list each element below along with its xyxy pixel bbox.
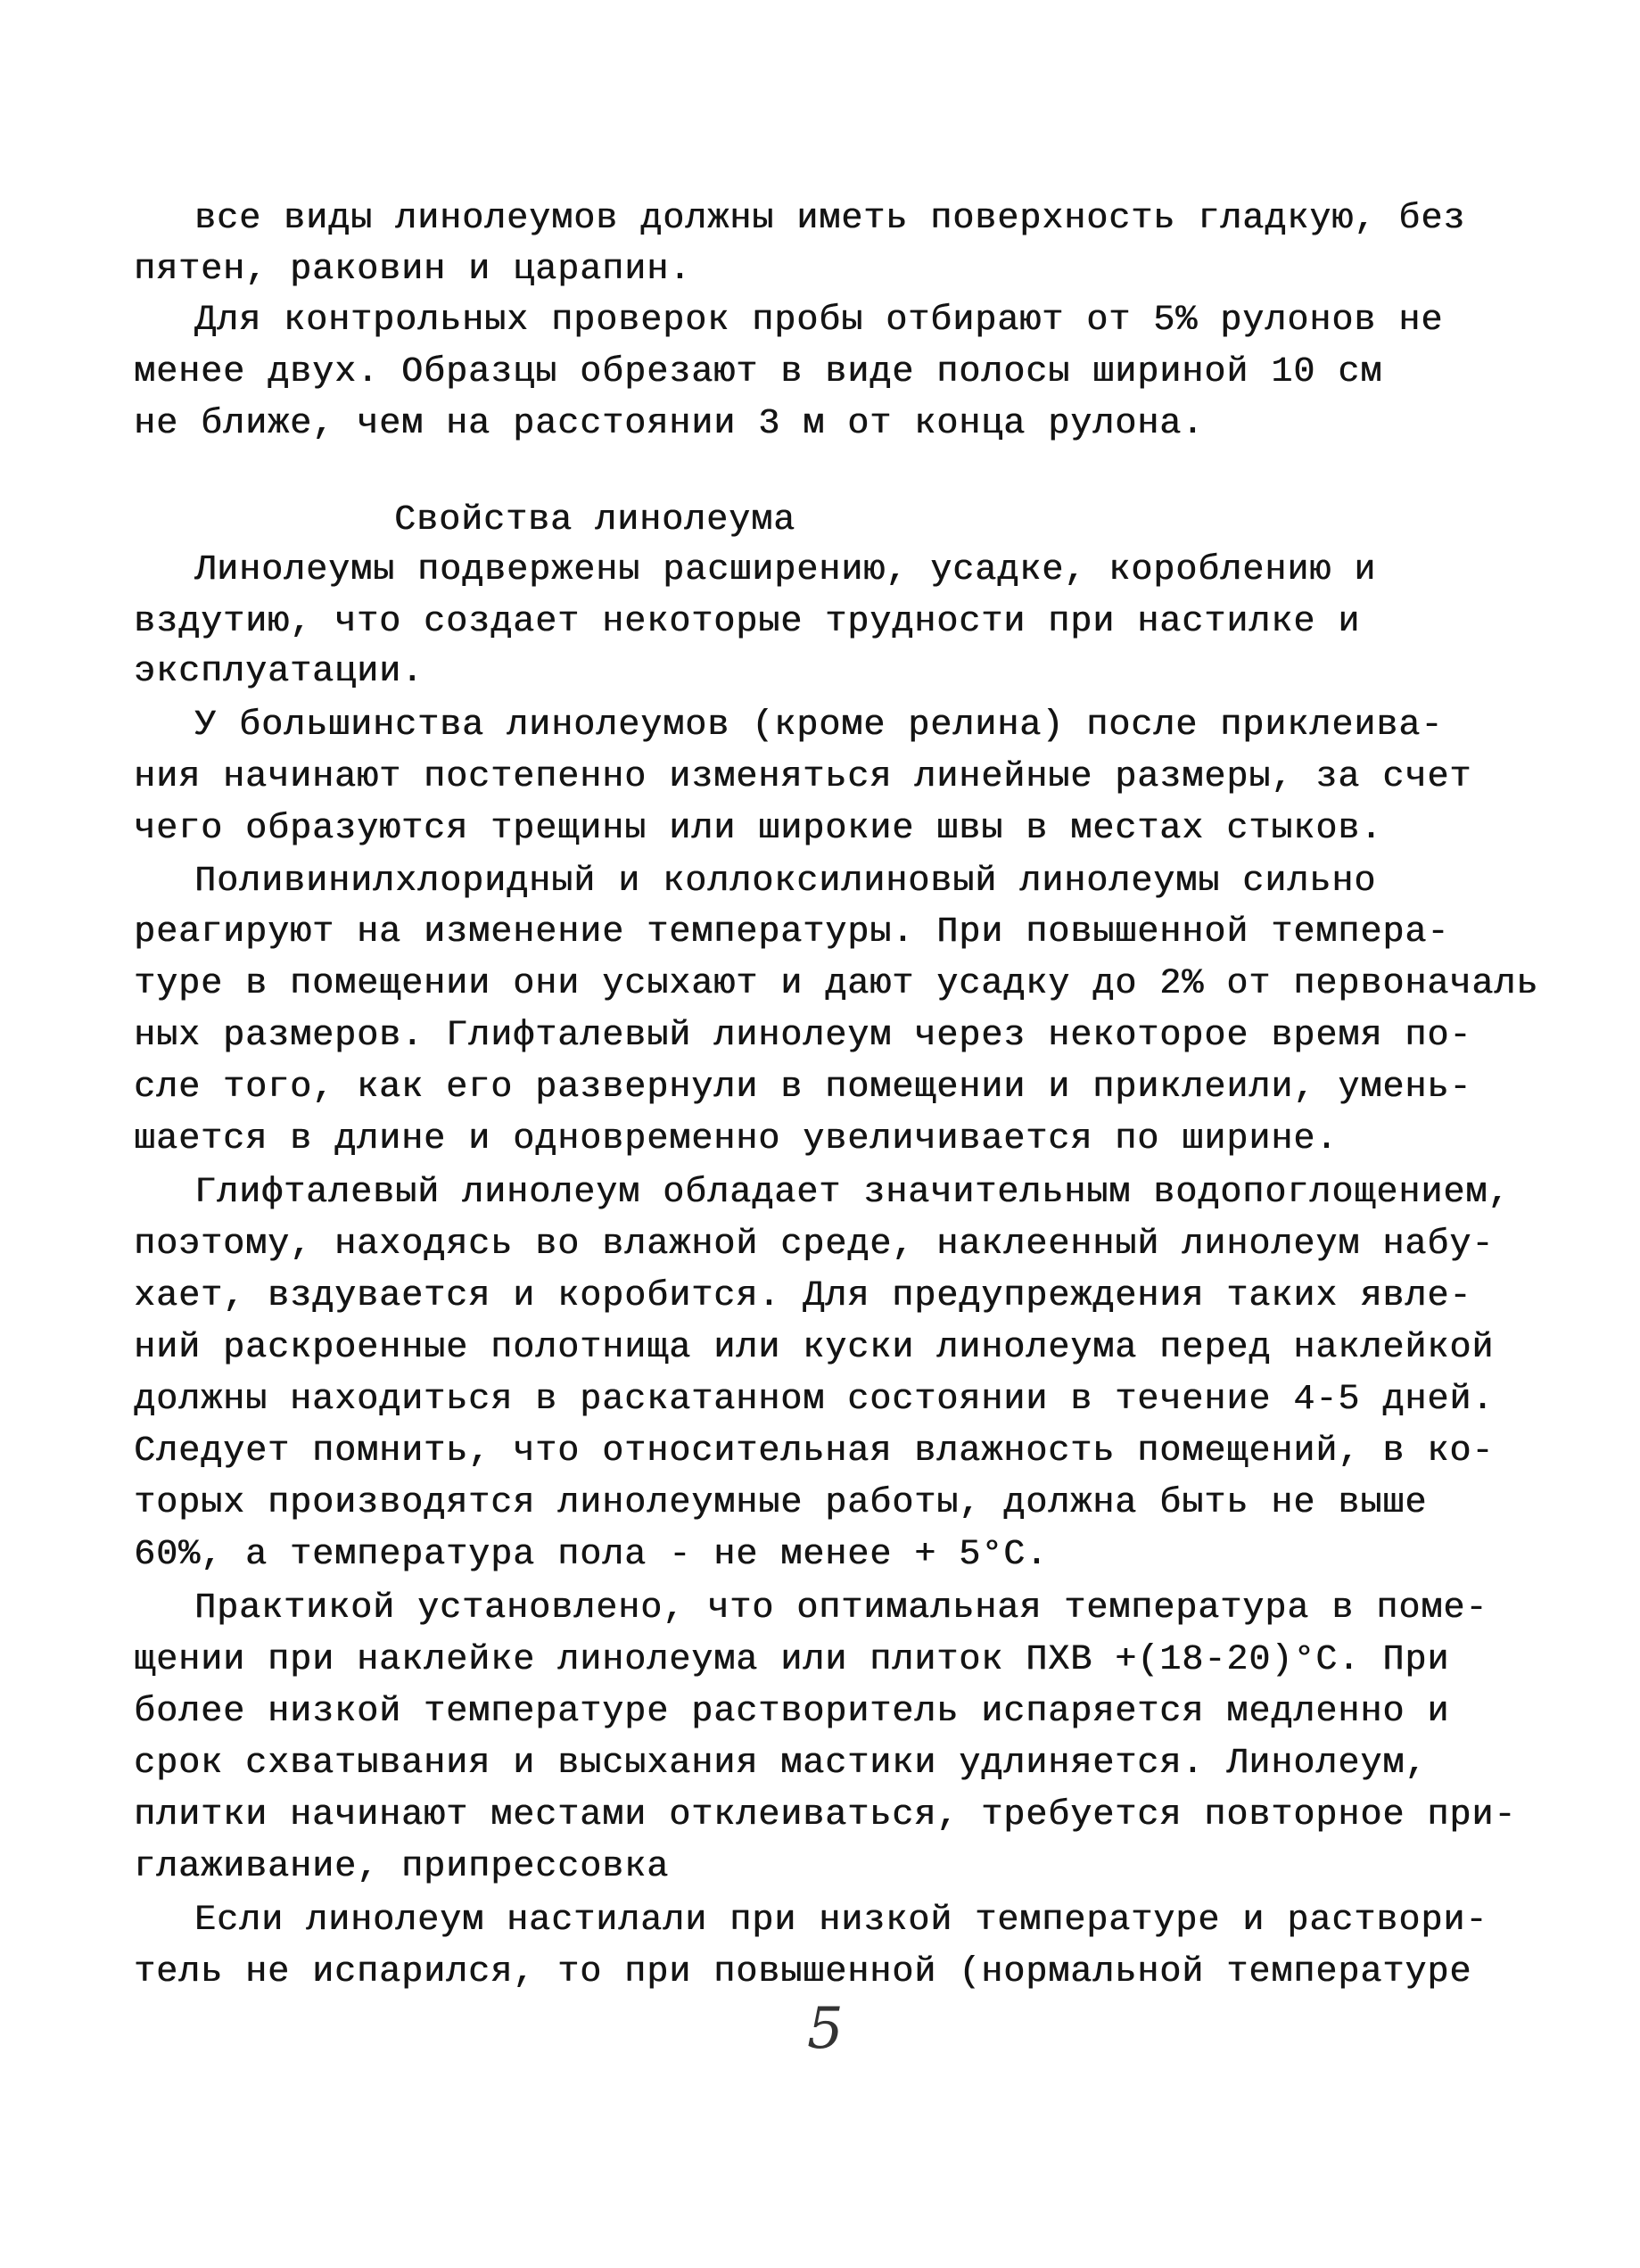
text-line: Линолеумы подвержены расширению, усадке, короблению и xyxy=(194,550,1377,590)
text-line: ний раскроенные полотнища или куски линолеума перед наклейкой xyxy=(134,1328,1495,1368)
text-line: реагируют на изменение температуры. При повышенной темпера- xyxy=(134,912,1450,953)
text-line: сле того, как его развернули в помещении и приклеили, умень- xyxy=(134,1068,1472,1108)
text-line: пятен, раковин и царапин. xyxy=(134,250,692,290)
text-line: щении при наклейке линолеума или плиток ПХВ +(18-20)°С. При xyxy=(134,1640,1450,1680)
text-line: ных размеров. Глифталевый линолеум через некоторое время по- xyxy=(134,1016,1472,1056)
text-line: Поливинилхлоридный и коллоксилиновый линолеумы сильно xyxy=(194,862,1377,902)
text-line: Следует помнить, что относительная влажность помещений, в ко- xyxy=(134,1431,1495,1472)
text-line: туре в помещении они усыхают и дают усадку до 2% от первоначаль xyxy=(134,964,1539,1004)
text-line: поэтому, находясь во влажной среде, наклеенный линолеум набу- xyxy=(134,1225,1495,1265)
text-line: более низкой температуре растворитель испаряется медленно и xyxy=(134,1692,1450,1732)
text-line: менее двух. Образцы обрезают в виде полосы шириной 10 см xyxy=(134,352,1383,392)
text-line: чего образуются трещины или широкие швы в местах стыков. xyxy=(134,809,1383,849)
text-line: вздутию, что создает некоторые трудности при настилке и xyxy=(134,602,1361,642)
text-line: шается в длине и одновременно увеличивается по ширине. xyxy=(134,1119,1339,1159)
text-line: не ближе, чем на расстоянии 3 м от конца рулона. xyxy=(134,404,1205,444)
text-line: Для контрольных проверок пробы отбирают от 5% рулонов не xyxy=(194,301,1444,341)
text-line: Глифталевый линолеум обладает значительным водопоглощением, xyxy=(194,1173,1511,1213)
text-line: тель не испарился, то при повышенной (нормальной температуре xyxy=(134,1952,1472,1992)
text-line: хает, вздувается и коробится. Для предупреждения таких явле- xyxy=(134,1276,1472,1316)
text-line: ния начинают постепенно изменяться линейные размеры, за счет xyxy=(134,757,1472,797)
text-line: глаживание, припрессовка xyxy=(134,1847,670,1887)
text-line: Если линолеум настилали при низкой температуре и раствори- xyxy=(194,1901,1488,1941)
text-line: Практикой установлено, что оптимальная температура в поме- xyxy=(194,1588,1488,1629)
text-line: должны находиться в раскатанном состоянии в течение 4-5 дней. xyxy=(134,1380,1495,1420)
text-line: торых производятся линолеумные работы, должна быть не выше xyxy=(134,1483,1428,1523)
text-line: плитки начинают местами отклеиваться, требуется повторное при- xyxy=(134,1795,1517,1835)
text-line: У большинства линолеумов (кроме релина) после приклеива- xyxy=(194,705,1444,746)
page-number: 5 xyxy=(807,1996,844,2062)
text-line: все виды линолеумов должны иметь поверхность гладкую, без xyxy=(194,199,1466,239)
text-line: 60%, а температура пола - не менее + 5°С. xyxy=(134,1535,1049,1575)
text-line: эксплуатации. xyxy=(134,652,424,692)
section-heading: Свойства линолеума xyxy=(394,500,796,540)
text-line: срок схватывания и высыхания мастики удлиняется. Линолеум, xyxy=(134,1744,1428,1784)
